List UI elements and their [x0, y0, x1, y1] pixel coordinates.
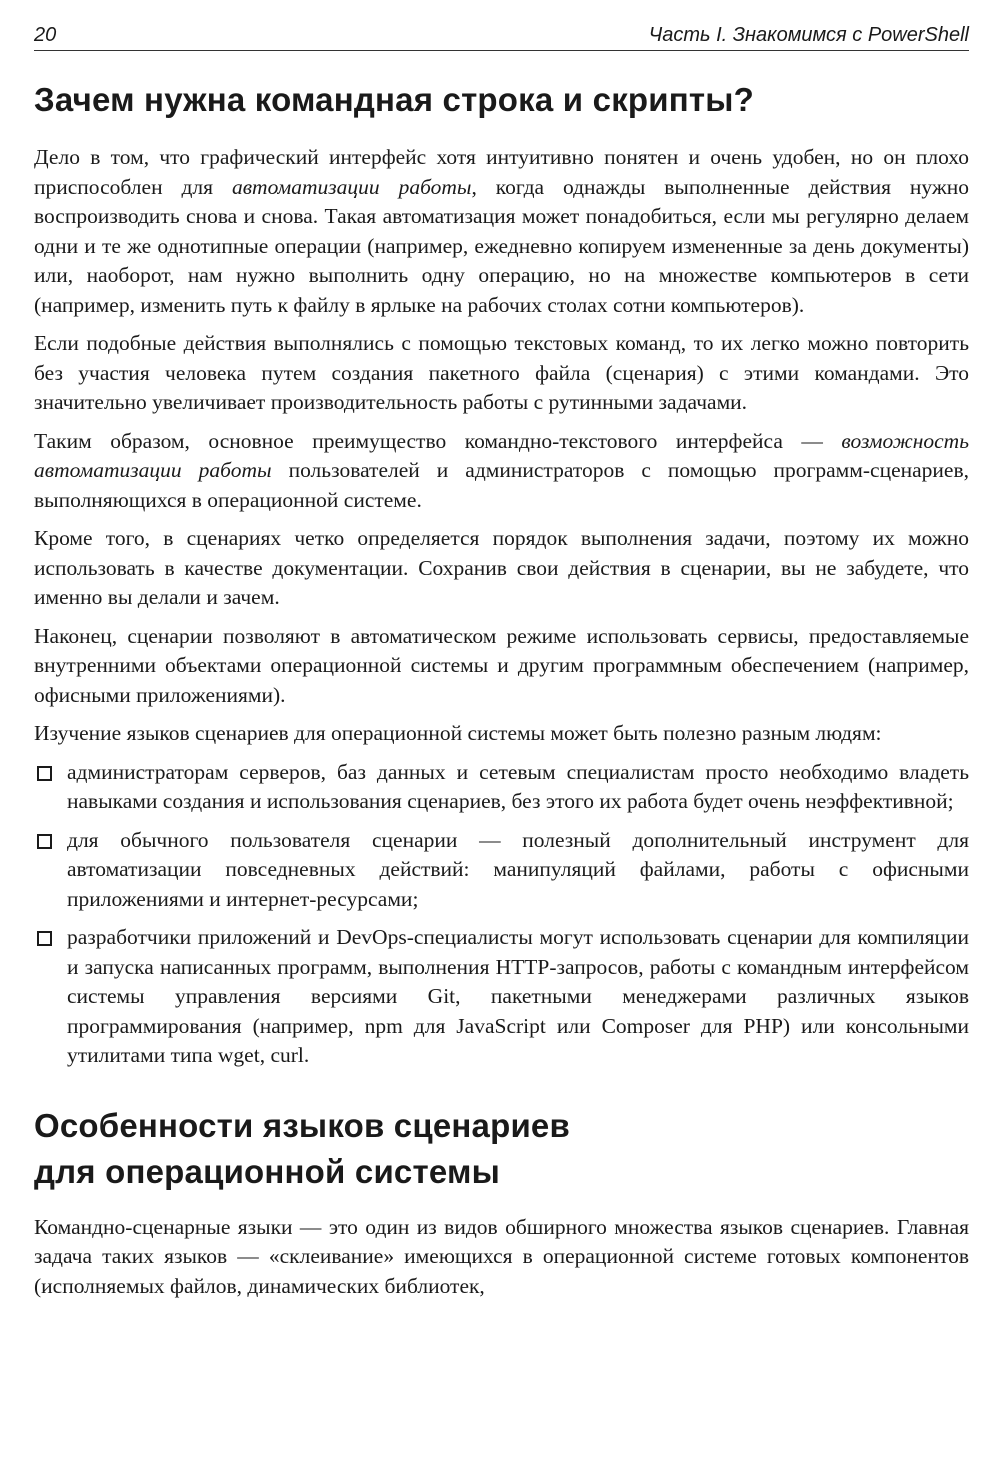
emphasis-automation: автоматизации работы [231, 174, 472, 199]
list-item: разработчики приложений и DevOps-специалисты могут использовать сценарии для компиляции и запуска написанных программ, выполнения HTTP-запросов, работы с командным интерфейсом системы управления версиями Git, пакетными менеджерами различных языков программирования (например, npm для JavaScript или Composer для PHP) или консольными утилитами типа wget, curl. [34, 923, 969, 1071]
paragraph-services: Наконец, сценарии позволяют в автоматическом режиме использовать сервисы, предоставляемые внутренними объектами операционной системы и другим программным обеспечением (например, офисными приложениями). [34, 623, 969, 707]
section-heading-why-command-line: Зачем нужна командная строка и скрипты? [34, 81, 754, 118]
emphasis-automation-possibility: возможность автоматизации работы [34, 428, 969, 482]
list-item: администраторам серверов, баз данных и сетевым специалистам просто необходимо владеть навыками создания и использования сценариев, без этого их работа будет очень неэффективной; [34, 758, 969, 817]
checkbox-bullet-icon [37, 766, 52, 781]
running-header [34, 0, 969, 51]
section-heading-script-languages: Особенности языков сценариев для операционной системы [34, 1106, 570, 1190]
benefits-list [34, 758, 969, 1071]
paragraph-documentation: Кроме того, в сценариях четко определяется порядок выполнения задачи, поэтому их можно использовать в качестве документации. Сохранив свои действия в сценарии, вы не забудете, что именно вы делали и зачем. [34, 526, 969, 609]
paragraph-batch-file: Если подобные действия выполнялись с помощью текстовых команд, то их легко можно повторить без участия человека путем создания пакетного файла (сценария) с этими командами. Это значительно увеличивает производительность работы с рутинными задачами. [34, 331, 969, 414]
paragraph-gui-automation: Дело в том, что графический интерфейс хотя интуитивно понятен и очень удобен, но он плохо приспособлен для автоматизации работы, когда однажды выполненные действия нужно воспроизводить снова и снова. Такая автоматизация может понадобиться, если мы регулярно делаем одни и те же однотипные операции (например, ежедневно копируем измененные за день документы) или, наоборот, нам нужно выполнить одну операцию, но на множестве компьютеров в сети (например, изменить путь к файлу в ярлыке на рабочих столах сотни компьютеров). [34, 145, 969, 317]
paragraph-main-advantage: Таким образом, основное преимущество командно-текстового интерфейса — возможность автоматизации работы пользователей и администраторов с помощью программ-сценариев, выполняющихся в операционной системе. [34, 428, 969, 512]
page-number: 20 [34, 24, 57, 46]
list-item: для обычного пользователя сценарии — полезный дополнительный инструмент для автоматизации повседневных действий: манипуляций файлами, работы с офисными приложениями и интернет-ресурсами; [34, 826, 969, 915]
paragraph-command-script-languages: Командно-сценарные языки — это один из видов обширного множества языков сценариев. Главная задача таких языков — «склеивание» имеющихся в операционной системе готовых компонентов (исполняемых файлов, динамических библиотек, [34, 1214, 969, 1298]
checkbox-bullet-icon [37, 834, 52, 849]
book-page [34, 0, 969, 1310]
checkbox-bullet-icon [37, 931, 52, 946]
running-title: Часть I. Знакомимся с PowerShell [648, 24, 969, 46]
paragraph-who-benefits: Изучение языков сценариев для операционной системы может быть полезно разным людям: [34, 721, 882, 745]
